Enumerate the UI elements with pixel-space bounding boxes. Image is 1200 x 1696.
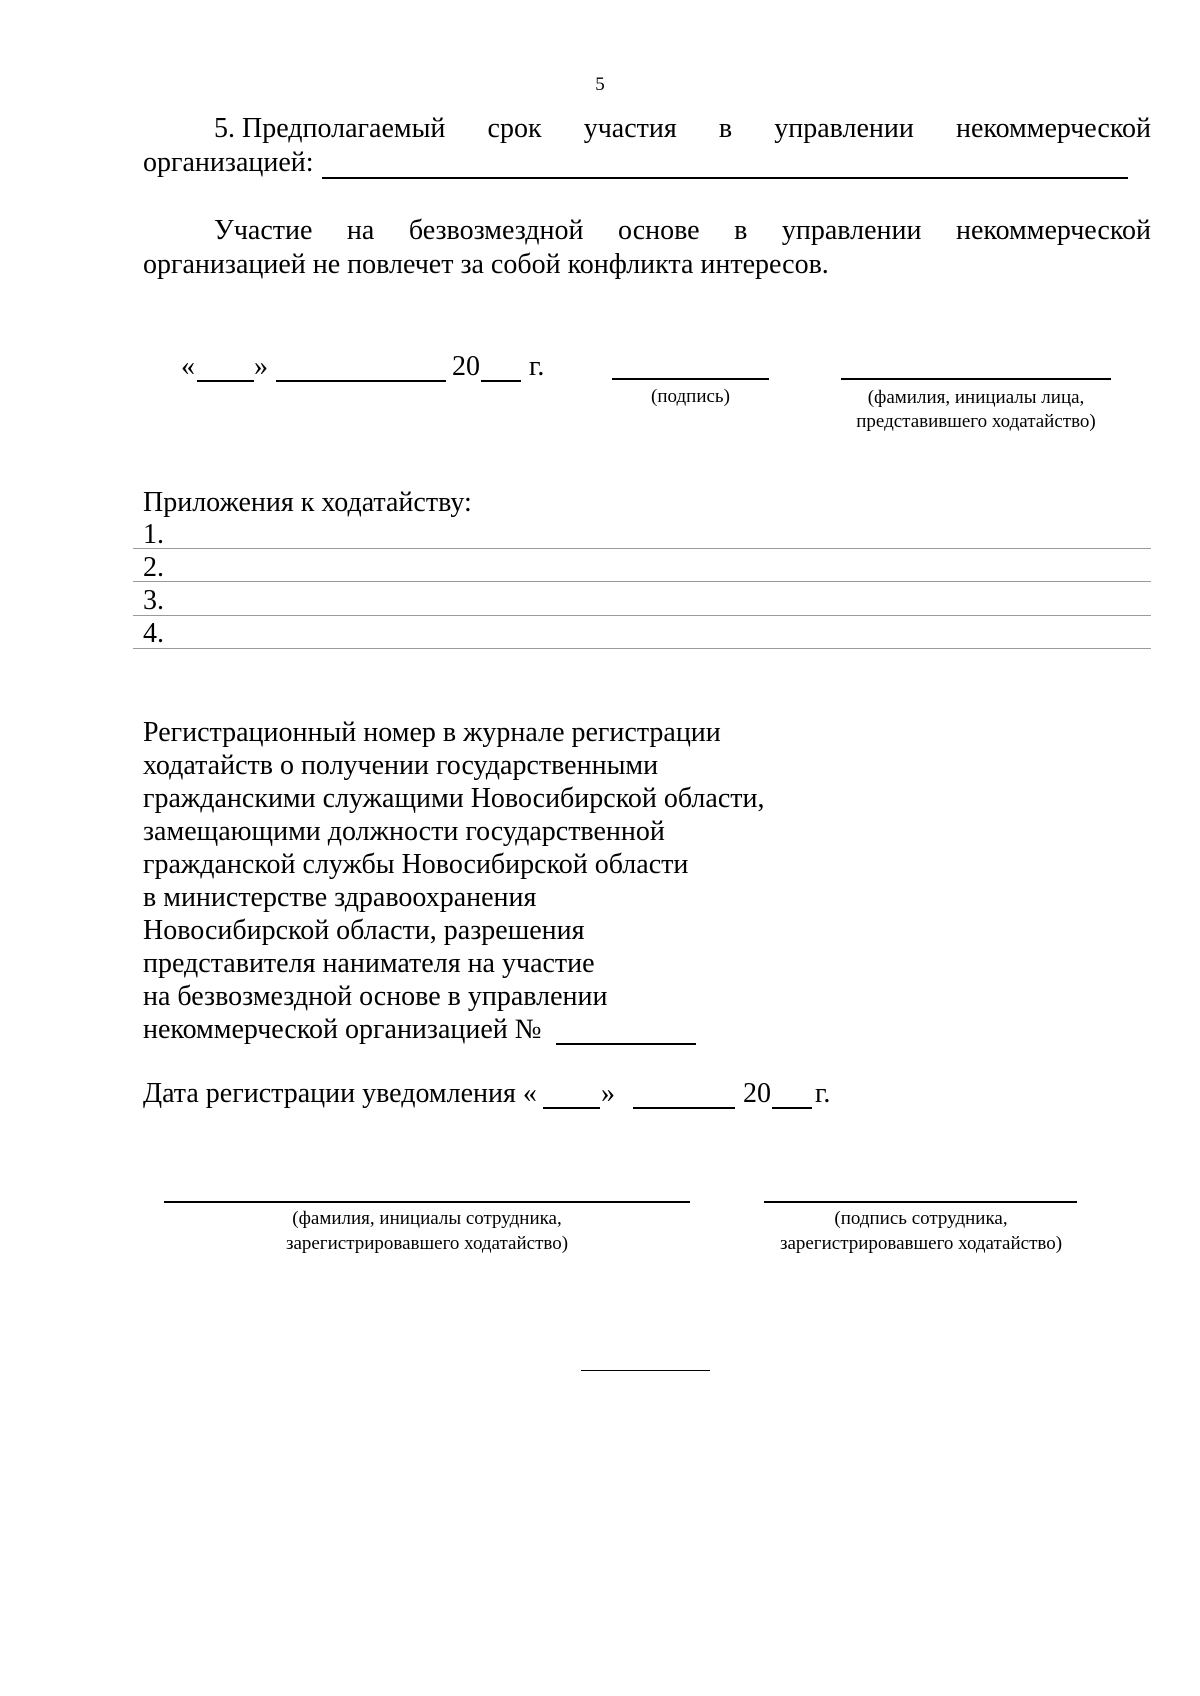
reg-date-label: Дата регистрации уведомления «: [143, 1078, 537, 1109]
date-open-quote: «: [181, 351, 195, 382]
item5-line1: [214, 112, 1151, 145]
employee-signature-caption-line1: (подпись сотрудника,: [834, 1208, 1008, 1229]
item5-label: организацией:: [143, 147, 314, 178]
registration-line: гражданской службы Новосибирской области: [143, 849, 689, 880]
attachment-item-4[interactable]: 4.: [143, 618, 164, 649]
day-blank-line[interactable]: [197, 380, 254, 382]
employee-signature-blank[interactable]: [764, 1201, 1077, 1203]
registration-number-blank[interactable]: [556, 1043, 696, 1045]
statement-line2: организацией не повлечет за собой конфликта интересов.: [143, 249, 829, 280]
item5-word: участия: [583, 113, 677, 144]
employee-name-caption-line1: (фамилия, инициалы сотрудника,: [292, 1208, 562, 1229]
attachment-line: [133, 548, 1151, 549]
employee-signature-caption-line2: зарегистрировавшего ходатайство): [779, 1233, 1063, 1254]
end-separator: [581, 1370, 710, 1371]
signature-caption: (подпись): [651, 386, 730, 407]
employee-name-blank[interactable]: [164, 1201, 690, 1203]
reg-month-blank[interactable]: [633, 1107, 735, 1109]
reg-date-close-quote: »: [601, 1078, 615, 1109]
attachment-line: [133, 648, 1151, 649]
statement-word: в: [734, 215, 748, 246]
registration-line: на безвозмездной основе в управлении: [143, 981, 608, 1012]
date-close-quote: »: [254, 351, 268, 382]
item5-word: 5. Предполагаемый: [214, 113, 446, 144]
name-caption-line1: (фамилия, инициалы лица,: [867, 387, 1085, 408]
registration-line: замещающими должности государственной: [143, 816, 665, 847]
item5-word: в: [718, 113, 733, 144]
statement-word: Участие: [214, 215, 313, 246]
statement-word: основе: [618, 215, 700, 246]
date-year-suffix: г.: [529, 351, 545, 382]
attachments-heading: Приложения к ходатайству:: [143, 487, 472, 518]
reg-year-prefix: 20: [743, 1078, 771, 1109]
statement-word: управлении: [781, 215, 922, 246]
item5-word: некоммерческой: [955, 113, 1151, 144]
statement-word: некоммерческой: [955, 215, 1151, 246]
registration-line: представителя нанимателя на участие: [143, 948, 595, 979]
statement-word: безвозмездной: [408, 215, 584, 246]
attachment-item-3[interactable]: 3.: [143, 585, 164, 616]
month-blank-line[interactable]: [276, 380, 446, 382]
name-blank-line[interactable]: [841, 378, 1111, 380]
registration-last-line: некоммерческой организацией №: [143, 1014, 542, 1045]
date-year-prefix: 20: [452, 351, 480, 382]
item5-word: управлении: [774, 113, 914, 144]
attachment-item-2[interactable]: 2.: [143, 552, 164, 583]
statement-word: на: [346, 215, 375, 246]
employee-name-caption-line2: зарегистрировавшего ходатайство): [285, 1233, 569, 1254]
item5-line2: [143, 146, 314, 179]
reg-year-blank[interactable]: [772, 1107, 812, 1109]
registration-line: ходатайств о получении государственными: [143, 750, 659, 781]
registration-line: гражданскими служащими Новосибирской области,: [143, 783, 765, 814]
item5-word: срок: [487, 113, 542, 144]
reg-day-blank[interactable]: [543, 1107, 600, 1109]
signature-blank-line[interactable]: [612, 378, 769, 380]
registration-line: Регистрационный номер в журнале регистрации: [143, 717, 721, 748]
registration-line: в министерстве здравоохранения: [143, 882, 537, 913]
attachment-item-1[interactable]: 1.: [143, 519, 164, 550]
page-number: 5: [595, 74, 605, 95]
reg-year-suffix: г.: [815, 1078, 831, 1109]
attachment-line: [133, 581, 1151, 582]
statement-line1: [214, 214, 1151, 247]
attachment-line: [133, 615, 1151, 616]
term-blank-line[interactable]: [322, 177, 1128, 179]
name-caption-line2: представившего ходатайство): [856, 411, 1096, 432]
registration-line: Новосибирской области, разрешения: [143, 915, 585, 946]
year-blank-line[interactable]: [481, 380, 521, 382]
